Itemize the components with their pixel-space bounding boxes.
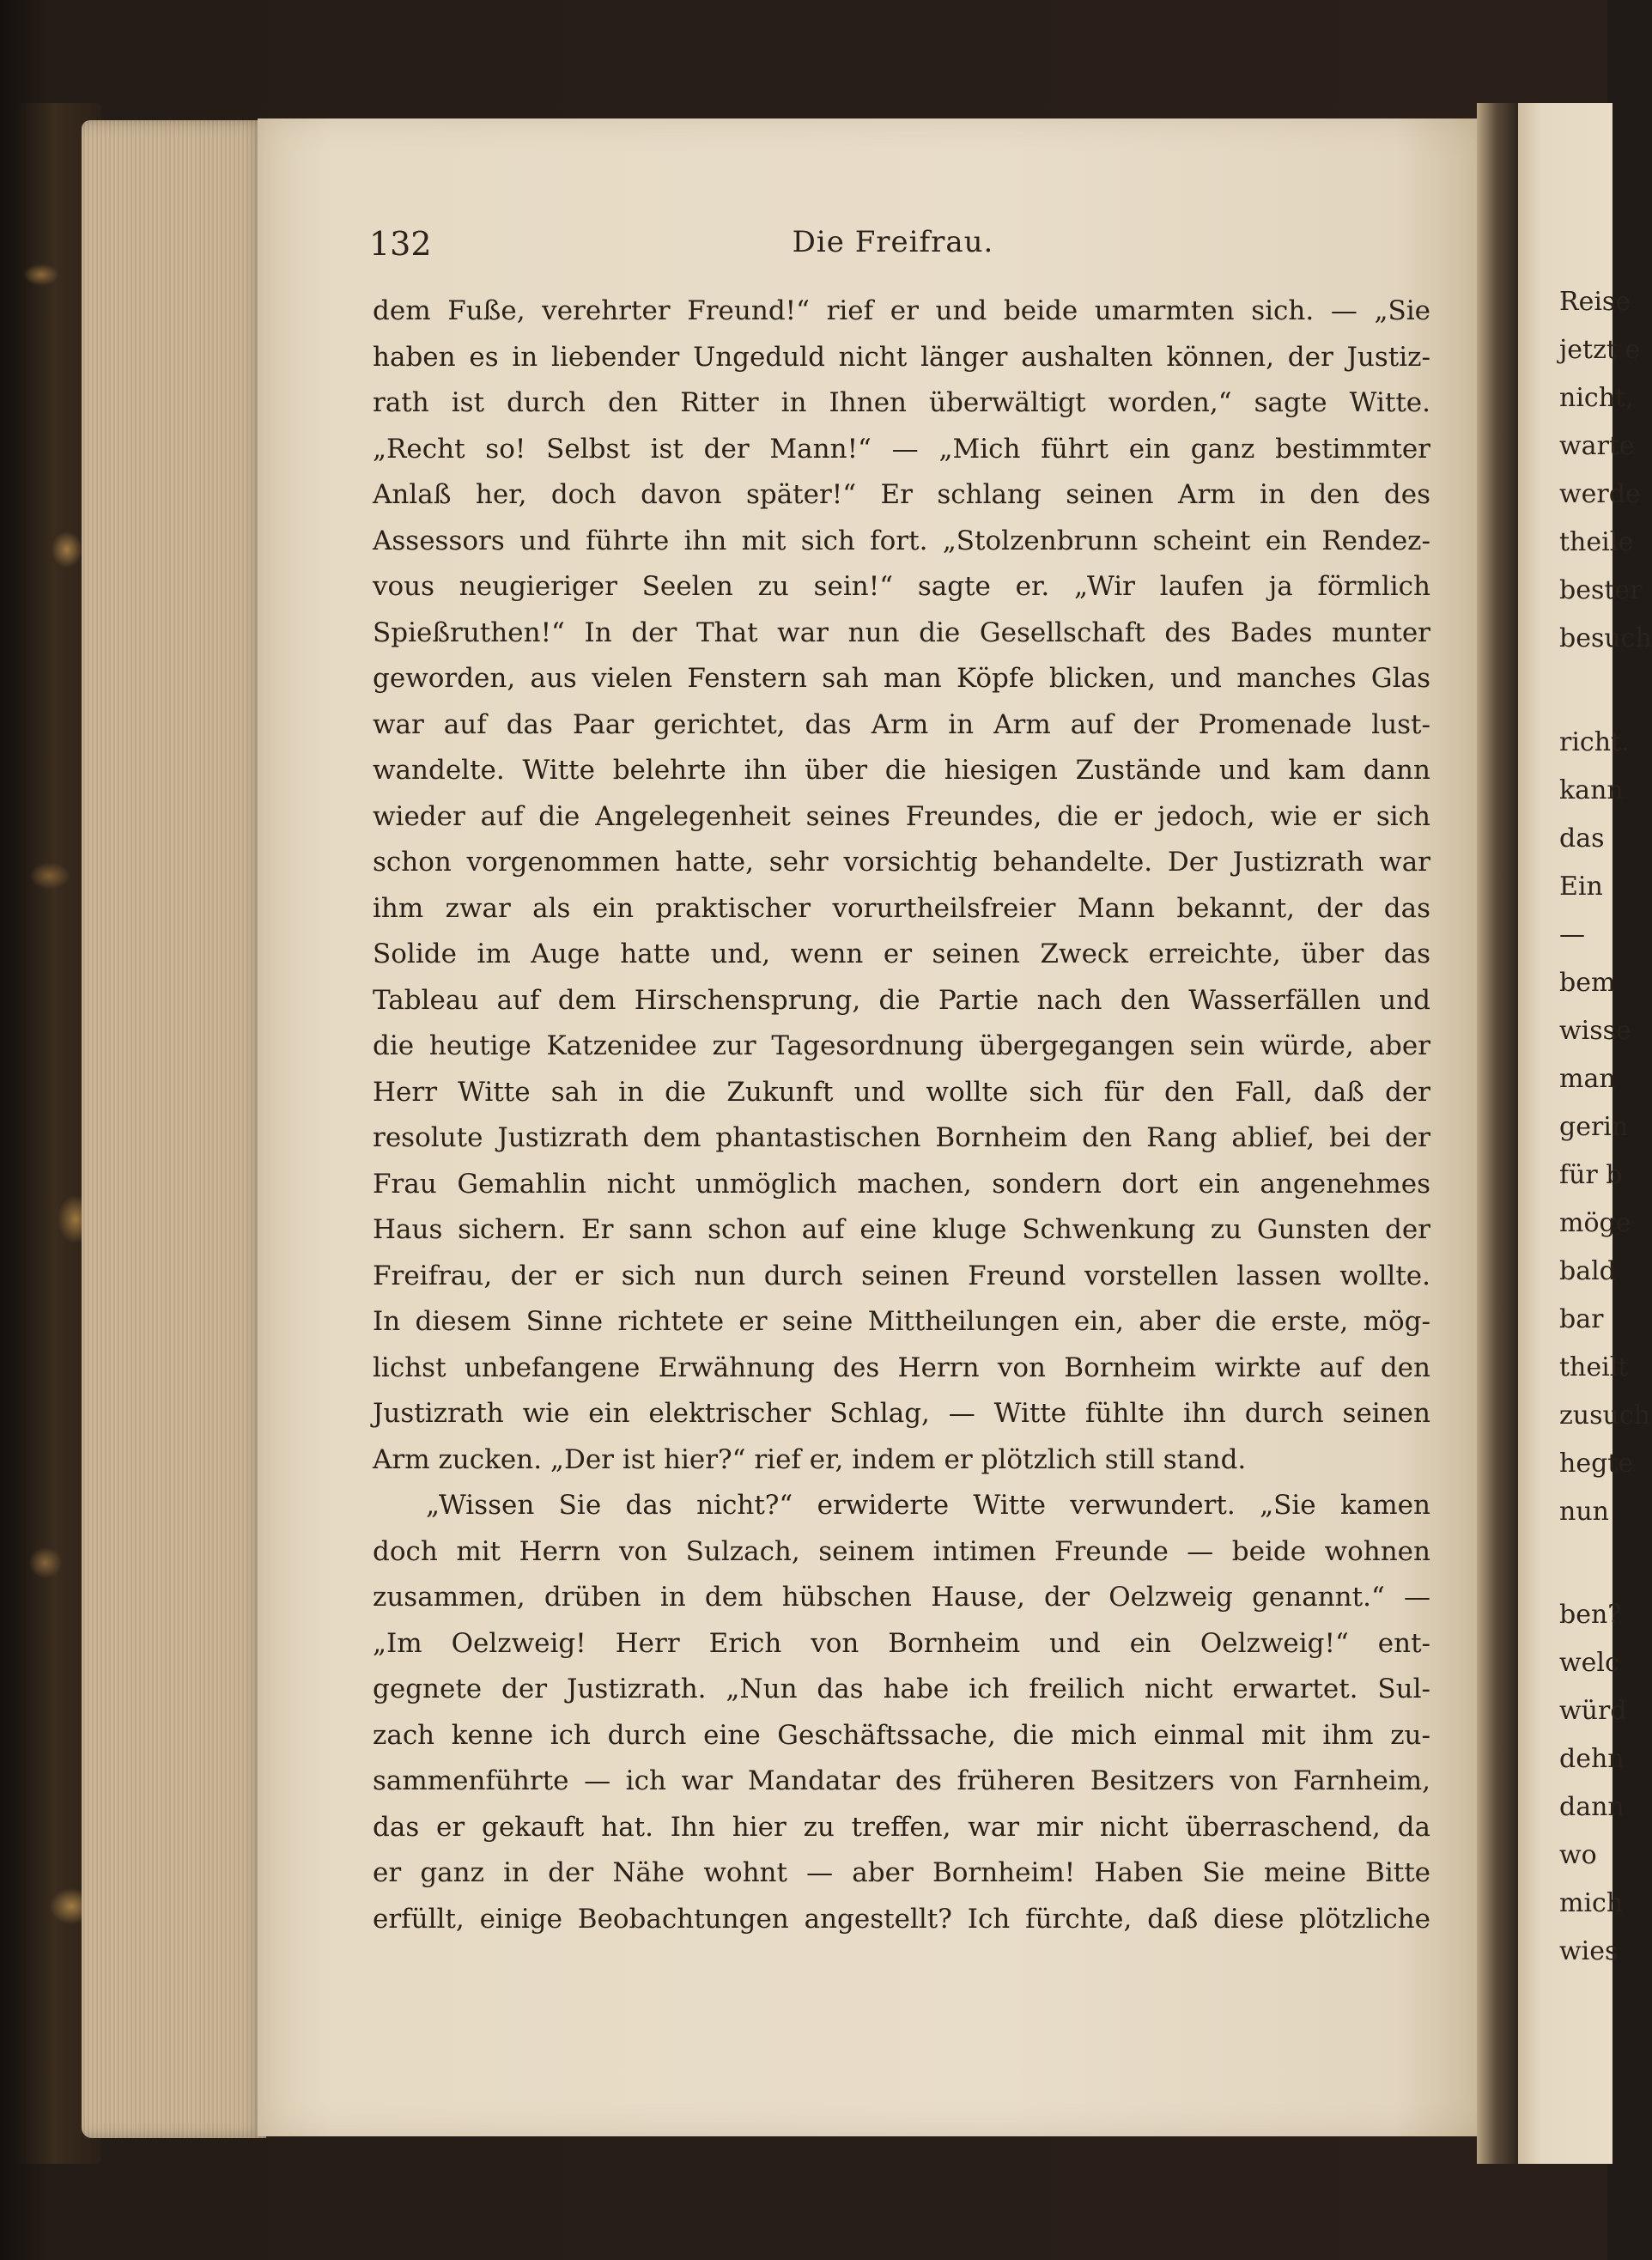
text-line: geworden, aus vielen Fenstern sah man Köpfe blicken, und manches Glas bbox=[373, 663, 1430, 694]
right-page-fragment: mich bbox=[1559, 1888, 1624, 1918]
text-line: die heutige Katzenidee zur Tagesordnung übergegangen sein würde, aber bbox=[373, 1030, 1430, 1061]
text-line: wieder auf die Angelegenheit seines Freundes, die er jedoch, wie er sich bbox=[373, 800, 1430, 832]
text-line: Anlaß her, doch davon später!“ Er schlang seinen Arm in den des bbox=[373, 479, 1430, 510]
right-page-fragment: welc bbox=[1559, 1648, 1619, 1678]
text-line: „Im Oelzweig! Herr Erich von Bornheim und ein Oelzweig!“ ent- bbox=[373, 1627, 1430, 1659]
right-page-fragment: jetzt e bbox=[1559, 335, 1641, 365]
right-page-fragment: zusuch bbox=[1559, 1400, 1650, 1431]
text-line: doch mit Herrn von Sulzach, seinem intimen Freunde — beide wohnen bbox=[373, 1535, 1430, 1567]
text-line: erfüllt, einige Beobachtungen angestellt? Ich fürchte, daß diese plötzliche bbox=[373, 1903, 1430, 1935]
right-page-fragment: ben? bbox=[1559, 1600, 1622, 1630]
right-page-fragment: das bbox=[1559, 823, 1605, 854]
right-page-fragment: möge bbox=[1559, 1208, 1631, 1238]
text-line: sammenführte — ich war Mandatar des früheren Besitzers von Farnheim, bbox=[373, 1765, 1430, 1796]
text-line: „Wissen Sie das nicht?“ erwiderte Witte verwundert. „Sie kamen bbox=[426, 1490, 1430, 1521]
text-line: war auf das Paar gerichtet, das Arm in Arm auf der Promenade lust- bbox=[373, 708, 1430, 740]
right-page-fragment: Reise bbox=[1559, 287, 1631, 317]
right-page-fragment: richt. bbox=[1559, 727, 1630, 757]
text-line: vous neugieriger Seelen zu sein!“ sagte er. „Wir laufen ja förmlich bbox=[373, 571, 1430, 602]
text-line: lichst unbefangene Erwähnung des Herrn von Bornheim wirkte auf den bbox=[373, 1352, 1430, 1383]
text-line: Solide im Auge hatte und, wenn er seinen Zweck erreichte, über das bbox=[373, 939, 1430, 969]
right-page-fragment: dann bbox=[1559, 1792, 1625, 1822]
text-line: rath ist durch den Ritter in Ihnen überwältigt worden,“ sagte Witte. bbox=[373, 387, 1430, 418]
text-line: Spießruthen!“ In der That war nun die Gesellschaft des Bades munter bbox=[373, 617, 1430, 648]
page-header bbox=[369, 225, 1417, 268]
right-page-fragment: besuch bbox=[1559, 623, 1652, 653]
text-line: er ganz in der Nähe wohnt — aber Bornheim! Haben Sie meine Bitte bbox=[373, 1857, 1430, 1888]
right-page-fragment: hegte bbox=[1559, 1449, 1634, 1479]
text-line: resolute Justizrath dem phantastischen Bornheim den Rang ablief, bei der bbox=[373, 1122, 1430, 1153]
text-line: dem Fuße, verehrter Freund!“ rief er und beide umarmten sich. — „Sie bbox=[373, 295, 1430, 326]
right-page-fragment: gerin bbox=[1559, 1112, 1629, 1142]
text-line: Assessors und führte ihn mit sich fort. „Stolzenbrunn scheint ein Rendez- bbox=[373, 525, 1430, 556]
right-page-fragment: nicht, bbox=[1559, 383, 1634, 413]
right-page-fragment: nun bbox=[1559, 1497, 1609, 1527]
right-page-fragment: werde bbox=[1559, 479, 1641, 509]
text-line: Freifrau, der er sich nun durch seinen Freund vorstellen lassen wollte. bbox=[373, 1260, 1430, 1291]
page-number: 132 bbox=[369, 225, 432, 263]
text-line: Arm zucken. „Der ist hier?“ rief er, indem er plötzlich still stand. bbox=[373, 1443, 1247, 1475]
right-page-fragment: bester bbox=[1559, 575, 1643, 605]
right-page-fragment: bem bbox=[1559, 968, 1616, 998]
text-line: gegnete der Justizrath. „Nun das habe ich freilich nicht erwartet. Sul- bbox=[373, 1674, 1430, 1704]
text-line: schon vorgenommen hatte, sehr vorsichtig behandelte. Der Justizrath war bbox=[373, 847, 1430, 878]
right-page-fragment: kann bbox=[1559, 775, 1624, 805]
page-edges bbox=[82, 120, 266, 2138]
text-line: das er gekauft hat. Ihn hier zu treffen, war mir nicht überraschend, da bbox=[373, 1811, 1430, 1843]
right-page-fragment: wo bbox=[1559, 1840, 1597, 1870]
right-page-fragment: warte bbox=[1559, 431, 1635, 461]
right-page-fragment: wies bbox=[1559, 1936, 1619, 1966]
text-line: zusammen, drüben in dem hübschen Hause, der Oelzweig genannt.“ — bbox=[373, 1582, 1430, 1613]
right-page-fragment: bald bbox=[1559, 1256, 1616, 1286]
text-line: zach kenne ich durch eine Geschäftssache, die mich einmal mit ihm zu- bbox=[373, 1719, 1430, 1751]
text-line: „Recht so! Selbst ist der Mann!“ — „Mich führt ein ganz bestimmter bbox=[373, 433, 1430, 465]
right-page-fragment: bar bbox=[1559, 1304, 1604, 1334]
text-line: Herr Witte sah in die Zukunft und wollte sich für den Fall, daß der bbox=[373, 1076, 1430, 1108]
running-head: Die Freifrau. bbox=[792, 225, 994, 259]
book-gutter bbox=[1477, 103, 1520, 2164]
text-line: Tableau auf dem Hirschensprung, die Partie nach den Wasserfällen und bbox=[373, 984, 1430, 1016]
right-page bbox=[1518, 103, 1652, 2164]
right-page-fragment: würd bbox=[1559, 1696, 1627, 1726]
text-line: haben es in liebender Ungeduld nicht länger aushalten können, der Justiz- bbox=[373, 341, 1430, 373]
right-page-fragment: — bbox=[1559, 920, 1585, 950]
text-line: Haus sichern. Er sann schon auf eine kluge Schwenkung zu Gunsten der bbox=[373, 1214, 1430, 1245]
text-line: In diesem Sinne richtete er seine Mittheilungen ein, aber die erste, mög- bbox=[373, 1306, 1430, 1337]
text-line: wandelte. Witte belehrte ihn über die hiesigen Zustände und kam dann bbox=[373, 755, 1430, 786]
right-page-fragment: man bbox=[1559, 1064, 1616, 1094]
right-page-fragment: wisse bbox=[1559, 1016, 1631, 1046]
right-page-fragment: theile bbox=[1559, 527, 1634, 557]
text-line: Frau Gemahlin nicht unmöglich machen, sondern dort ein angenehmes bbox=[373, 1168, 1430, 1200]
text-line: Justizrath wie ein elektrischer Schlag, — Witte fühlte ihn durch seinen bbox=[373, 1398, 1430, 1429]
text-body bbox=[373, 289, 1430, 1942]
right-page-fragment: Ein bbox=[1559, 872, 1603, 902]
right-page-fragment: für b bbox=[1559, 1160, 1623, 1190]
text-line: ihm zwar als ein praktischer vorurtheilsfreier Mann bekannt, der das bbox=[373, 892, 1430, 924]
right-page-fragment: theilt bbox=[1559, 1352, 1629, 1382]
right-page-fragment: dehn bbox=[1559, 1744, 1625, 1774]
